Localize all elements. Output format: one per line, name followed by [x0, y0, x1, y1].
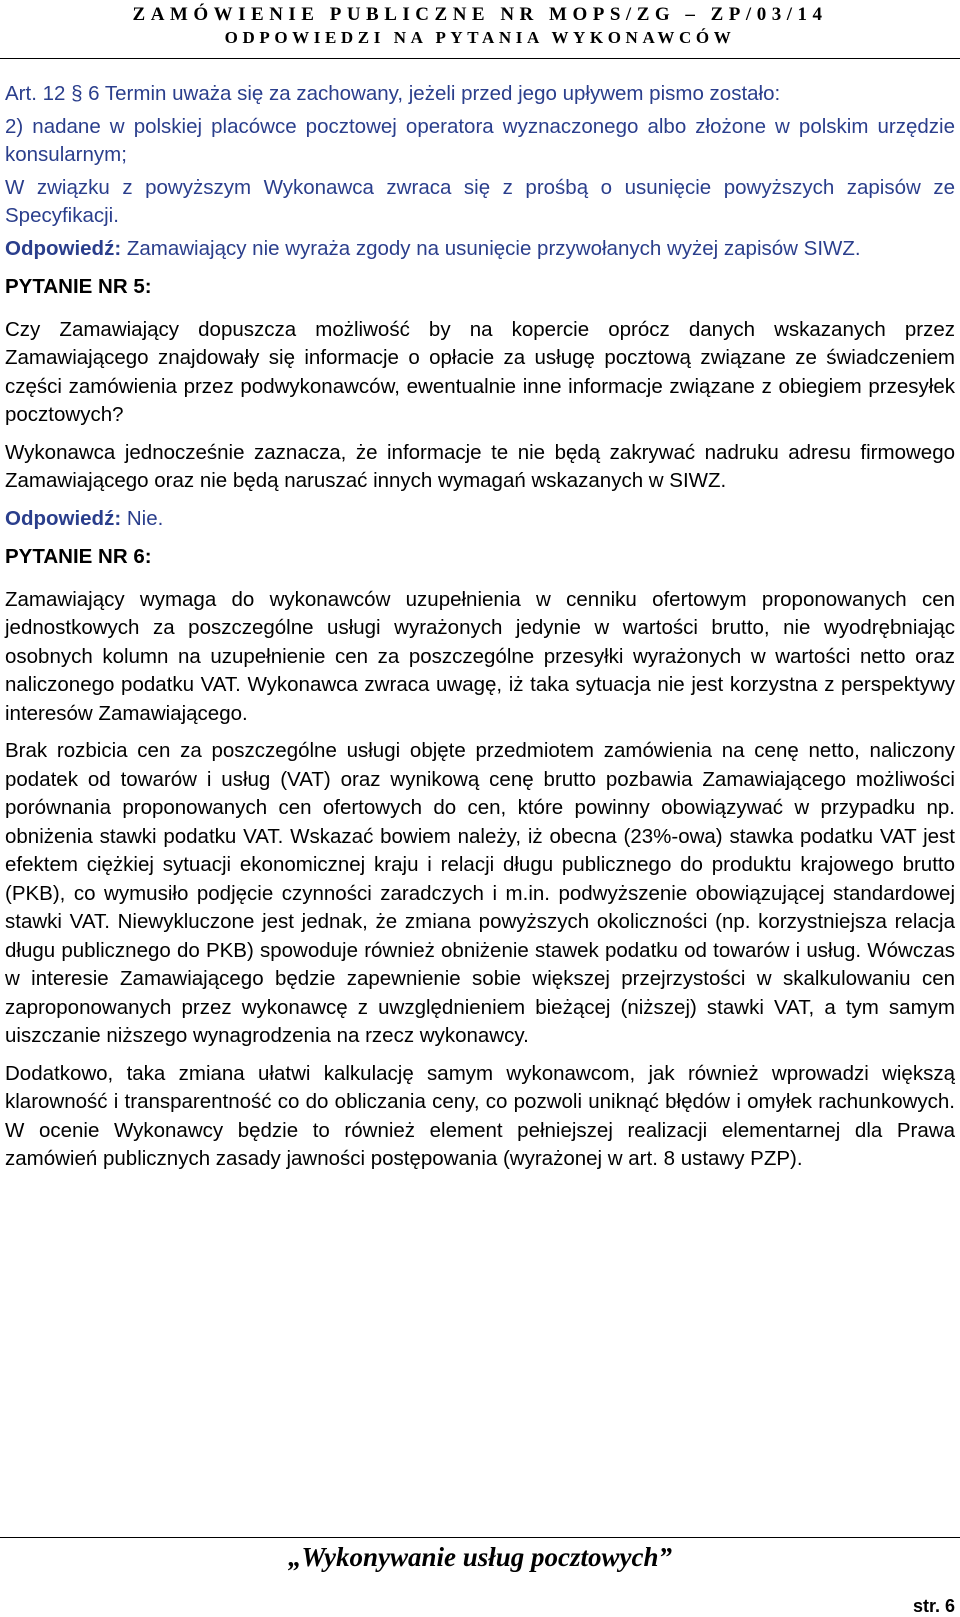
- document-body: [5, 80, 955, 1183]
- question-6-text: Zamawiający wymaga do wykonawców uzupełnienia w cenniku ofertowym proponowanych cen jednostkowych za poszczególne usługi wyrażonych jedynie w wartości brutto, nie wyodrębniając osobnych kolumn na uzupełnienie cen za poszczególne przesyłki wyrażonych w wartości netto oraz naliczonego podatku VAT. Wykonawca zwraca uwagę, iż taka sytuacja nie jest korzystna z perspektywy interesów Zamawiającego.: [5, 587, 955, 725]
- article-citation: Art. 12 § 6 Termin uważa się za zachowany, jeżeli przed jego upływem pismo zostało:: [5, 82, 781, 105]
- question-6-additional: Dodatkowo, taka zmiana ułatwi kalkulację samym wykonawcom, jak również wprowadzi większą klarowność i transparentność co do obliczania ceny, co pozwoli uniknąć błędów i omyłek rachunkowych. W ocenie Wykonawcy będzie to również element pełniejszej realizacji elementarnej dla Prawa zamówień publicznych zasady jawności postępowania (wyrażonej w art. 8 ustawy PZP).: [5, 1061, 955, 1170]
- answer-label: Odpowiedź:: [5, 506, 122, 530]
- question-5-heading: PYTANIE NR 5:: [5, 275, 152, 298]
- answer-label: Odpowiedź:: [5, 236, 122, 260]
- answer-block: [5, 235, 955, 264]
- page-number: str. 6: [912, 1596, 955, 1616]
- answer-block: [5, 505, 955, 534]
- header-subtitle: ODPOWIEDZI NA PYTANIA WYKONAWCÓW: [224, 28, 736, 47]
- answer-text: Nie.: [121, 506, 164, 530]
- footer-title: „Wykonywanie usług pocztowych”: [287, 1542, 673, 1572]
- contractor-request: W związku z powyższym Wykonawca zwraca się z prośbą o usunięcie powyższych zapisów ze Specyfikacji.: [5, 175, 955, 227]
- question-5-note: Wykonawca jednocześnie zaznacza, że informacje te nie będą zakrywać nadruku adresu firmowego Zamawiającego oraz nie będą naruszać innych wymagań wskazanych w SIWZ.: [5, 440, 955, 492]
- footer-divider: [0, 1537, 960, 1538]
- page-header: [0, 0, 960, 49]
- article-citation-point: 2) nadane w polskiej placówce pocztowej operatora wyznaczonego albo złożone w polskim urzędzie konsularnym;: [5, 114, 955, 166]
- header-title: ZAMÓWIENIE PUBLICZNE NR MOPS/ZG – ZP/03/14: [132, 4, 828, 25]
- question-5-text: Czy Zamawiający dopuszcza możliwość by na kopercie oprócz danych wskazanych przez Zamawiającego znajdowały się informacje o opłacie za usługę pocztową związane ze świadczeniem części zamówienia przez podwykonawców, ewentualnie inne informacje związane z obiegiem przesyłek pocztowych?: [5, 317, 955, 426]
- question-6-justification: Brak rozbicia cen za poszczególne usługi objęte przedmiotem zamówienia na cenę netto, naliczony podatek od towarów i usług (VAT) oraz wynikową cenę brutto pozbawia Zamawiającego możliwości porównania proponowanych cen ofertowych do cen, które powinny obowiązywać w przypadku np. obniżenia stawki podatku VAT. Wskazać bowiem należy, iż obecna (23%-owa) stawka podatku VAT jest efektem ciężkiej sytuacji ekonomicznej kraju i relacji długu publicznego do produktu krajowego brutto (PKB), co wymusiło podjęcie czynności zaradczych i m.in. podwyższenie obowiązującej standardowej stawki VAT. Niewykluczone jest jednak, że zmiana powyższych okoliczności (np. korzystniejsza relacja długu publicznego do PKB) spowoduje również obniżenie stawek podatku od towarów i usług. Wówczas w interesie Zamawiającego będzie zapewnienie sobie większej przejrzystości w skalkulowaniu cen zaproponowanych przez wykonawcę z uwzględnieniem bieżącej (niższej) stawki VAT, a tym samym uiszczanie niższego wynagrodzenia na rzecz wykonawcy.: [5, 739, 955, 1047]
- answer-text: Zamawiający nie wyraża zgody na usunięcie przywołanych wyżej zapisów SIWZ.: [121, 236, 861, 260]
- header-divider: [0, 58, 960, 59]
- question-6-heading: PYTANIE NR 6:: [5, 545, 152, 568]
